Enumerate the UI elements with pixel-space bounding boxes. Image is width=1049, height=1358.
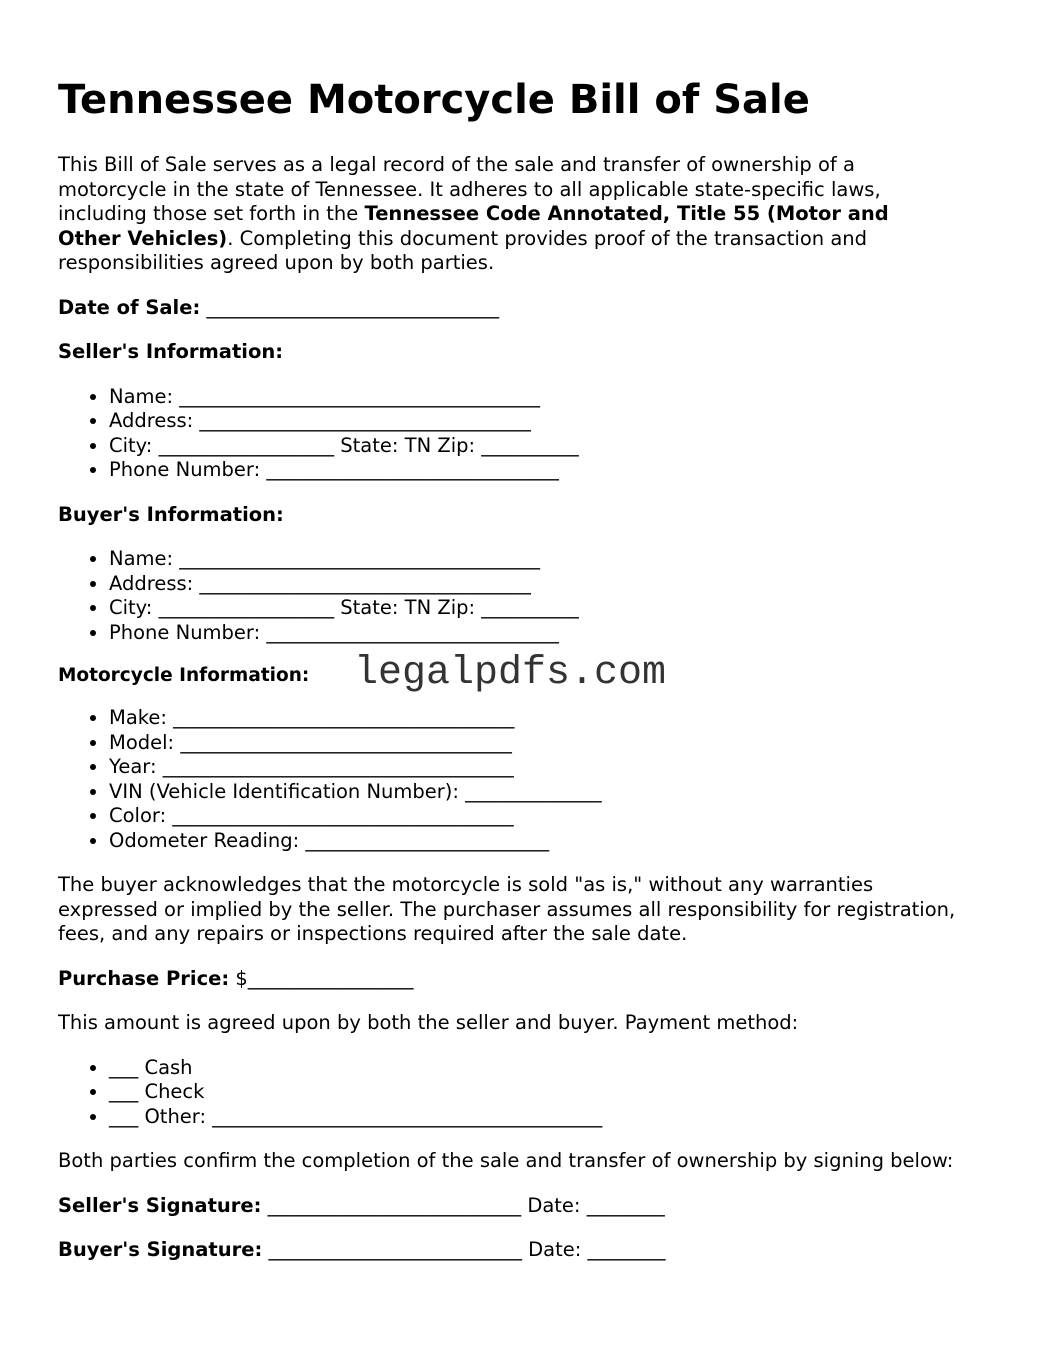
date-of-sale-field: [58, 296, 958, 321]
buyer-signature-field: [58, 1238, 958, 1263]
seller-address-item[interactable]: • Address: __________________________________: [109, 409, 958, 434]
intro-paragraph: [58, 153, 958, 276]
intro-text-2: . Completing this document provides proof of the transaction and responsibilities agreed upon by both parties.: [58, 226, 868, 274]
motorcycle-color-item[interactable]: • Color: ___________________________________: [109, 804, 958, 829]
motorcycle-odometer-item[interactable]: • Odometer Reading: _________________________: [109, 829, 958, 854]
purchase-price-label: Purchase Price:: [58, 966, 230, 990]
seller-phone-item[interactable]: • Phone Number: ______________________________: [109, 458, 958, 483]
buyer-signature-label: Buyer's Signature:: [58, 1238, 263, 1261]
purchase-price-field: [58, 967, 958, 992]
intro-legal-reference: Tennessee Code Annotated, Title 55 (Motor and Other Vehicles): [58, 202, 889, 250]
seller-signature-blank[interactable]: __________________________ Date: ________: [267, 1193, 665, 1217]
payment-cash-item[interactable]: • ___ Cash: [109, 1056, 958, 1081]
buyer-signature-blank[interactable]: __________________________ Date: ________: [268, 1238, 666, 1261]
buyer-info-heading: Buyer's Information:: [58, 502, 284, 526]
buyer-name-item[interactable]: • Name: _____________________________________: [109, 547, 958, 572]
motorcycle-make-item[interactable]: • Make: ___________________________________: [109, 706, 958, 731]
purchase-price-blank[interactable]: $_________________: [235, 966, 414, 990]
motorcycle-year-item[interactable]: • Year: ____________________________________: [109, 755, 958, 780]
seller-city-state-zip-item[interactable]: • City: __________________ State: TN Zip: __________: [109, 434, 958, 459]
date-of-sale-blank[interactable]: ______________________________: [206, 295, 499, 319]
buyer-address-item[interactable]: • Address: __________________________________: [109, 572, 958, 597]
seller-name-item[interactable]: • Name: _____________________________________: [109, 385, 958, 410]
document-page: [58, 72, 958, 1263]
document-title: Tennessee Motorcycle Bill of Sale: [58, 77, 810, 123]
seller-info-heading: Seller's Information:: [58, 340, 284, 363]
payment-check-item[interactable]: • ___ Check: [109, 1080, 958, 1105]
motorcycle-model-item[interactable]: • Model: __________________________________: [109, 731, 958, 756]
confirmation-paragraph: Both parties confirm the completion of the sale and transfer of ownership by signing below:: [58, 1149, 954, 1172]
motorcycle-vin-item[interactable]: • VIN (Vehicle Identification Number): ______________: [109, 780, 958, 805]
as-is-paragraph: The buyer acknowledges that the motorcycle is sold "as is," without any warranties expressed or implied by the seller. The purchaser assumes all responsibility for registration, fees, and any repairs or inspections required after the sale date.: [58, 873, 956, 945]
motorcycle-info-heading: Motorcycle Information:: [58, 665, 310, 686]
seller-signature-label: Seller's Signature:: [58, 1193, 262, 1217]
seller-info-list: [58, 385, 958, 483]
date-of-sale-label: Date of Sale:: [58, 295, 201, 319]
payment-intro: This amount is agreed upon by both the seller and buyer. Payment method:: [58, 1011, 799, 1034]
buyer-phone-item[interactable]: • Phone Number: ______________________________: [109, 621, 958, 646]
seller-signature-field: [58, 1194, 958, 1219]
buyer-info-list: [58, 547, 958, 645]
payment-method-list: [58, 1056, 958, 1130]
intro-text-1: This Bill of Sale serves as a legal record of the sale and transfer of ownership of a motorcycle in the state of Tennessee. It adheres to all applicable state-specific laws, including those set forth in the: [58, 153, 881, 225]
watermark: legalpdfs.com: [354, 651, 667, 696]
buyer-city-state-zip-item[interactable]: • City: __________________ State: TN Zip: __________: [109, 596, 958, 621]
motorcycle-info-list: [58, 706, 958, 853]
payment-other-item[interactable]: • ___ Other: ________________________________________: [109, 1105, 958, 1130]
motorcycle-info-heading-row: [58, 651, 958, 696]
